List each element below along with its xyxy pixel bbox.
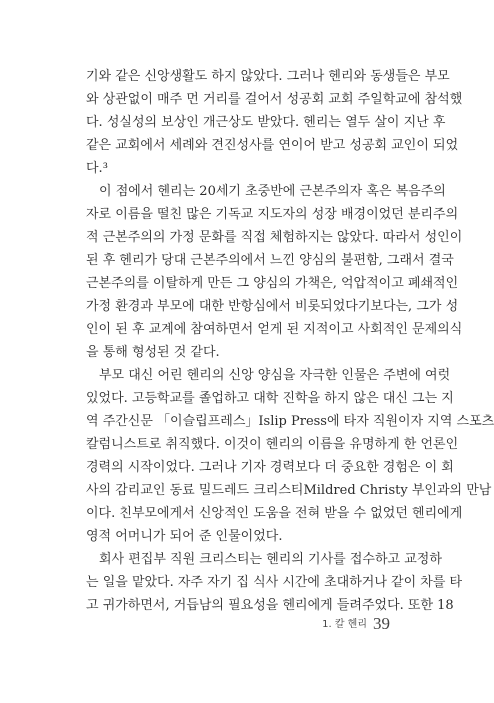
text-line: 부모 대신 어린 헨리의 신앙 양심을 자극한 인물은 주변에 여럿 [99, 368, 451, 383]
text-line: 영적 어머니가 되어 준 인물이었다. [86, 529, 283, 544]
text-line: 있었다. 고등학교를 졸업하고 대학 진학을 하지 않은 대신 그는 지 [86, 391, 454, 406]
text-line: 같은 교회에서 세례와 견진성사를 연이어 받고 성공회 교인이 되었 [86, 138, 459, 153]
text-line: 적 근본주의의 가정 문화를 직접 체험하지는 않았다. 따라서 성인이 [86, 230, 463, 245]
page-footer [322, 614, 390, 634]
text-line: 근본주의를 이탈하게 만든 그 양심의 가책은, 억압적이고 폐쇄적인 [86, 276, 459, 291]
text-line: 자로 이름을 떨친 많은 기독교 지도자의 성장 배경이었던 분리주의 [86, 207, 459, 222]
text-line: 고 귀가하면서, 거듭남의 필요성을 헨리에게 들려주었다. 또한 18 [86, 598, 454, 613]
text-line: 된 후 헨리가 당대 근본주의에서 느낀 양심의 불편함, 그래서 결국 [86, 253, 454, 268]
text-line: 기와 같은 신앙생활도 하지 않았다. 그러나 헨리와 동생들은 부모 [86, 69, 450, 84]
text-line: 칼럼니스트로 취직했다. 이것이 헨리의 이름을 유명하게 한 언론인 [86, 437, 459, 452]
text-line: 회사 편집부 직원 크리스티는 헨리의 기사를 접수하고 교정하 [99, 552, 442, 567]
text-line: 와 상관없이 매주 먼 거리를 걸어서 성공회 교회 주일학교에 참석했 [86, 92, 463, 107]
text-line: 을 통해 형성된 것 같다. [86, 345, 220, 360]
running-footer-chapter: 1. 칼 헨리 [322, 619, 367, 630]
text-line: 사의 감리교인 동료 밀드레드 크리스티Mildred Christy 부인과의 만남 [86, 483, 492, 498]
text-line: 이 점에서 헨리는 20세기 초중반에 근본주의자 혹은 복음주의 [99, 184, 446, 199]
text-line: 인이 된 후 교계에 참여하면서 얻게 된 지적이고 사회적인 문제의식 [86, 322, 463, 337]
body-text [86, 68, 494, 620]
text-line: 역 주간신문 「이슬립프레스」Islip Press에 타자 직원이자 지역 스포츠 [86, 414, 494, 429]
text-line: 경력의 시작이었다. 그러나 기자 경력보다 더 중요한 경험은 이 회 [86, 460, 454, 475]
text-line: 가정 환경과 부모에 대한 반항심에서 비롯되었다기보다는, 그가 성 [86, 299, 459, 314]
text-line: 다. 성실성의 보상인 개근상도 받았다. 헨리는 열두 살이 지난 후 [86, 115, 446, 130]
text-line: 는 일을 맡았다. 자주 자기 집 식사 시간에 초대하거나 같이 차를 타 [86, 575, 463, 590]
text-line: 다.³ [86, 161, 108, 176]
text-line: 이다. 친부모에게서 신앙적인 도움을 전혀 받을 수 없었던 헨리에게 [86, 506, 463, 521]
page-number: 39 [373, 614, 390, 633]
